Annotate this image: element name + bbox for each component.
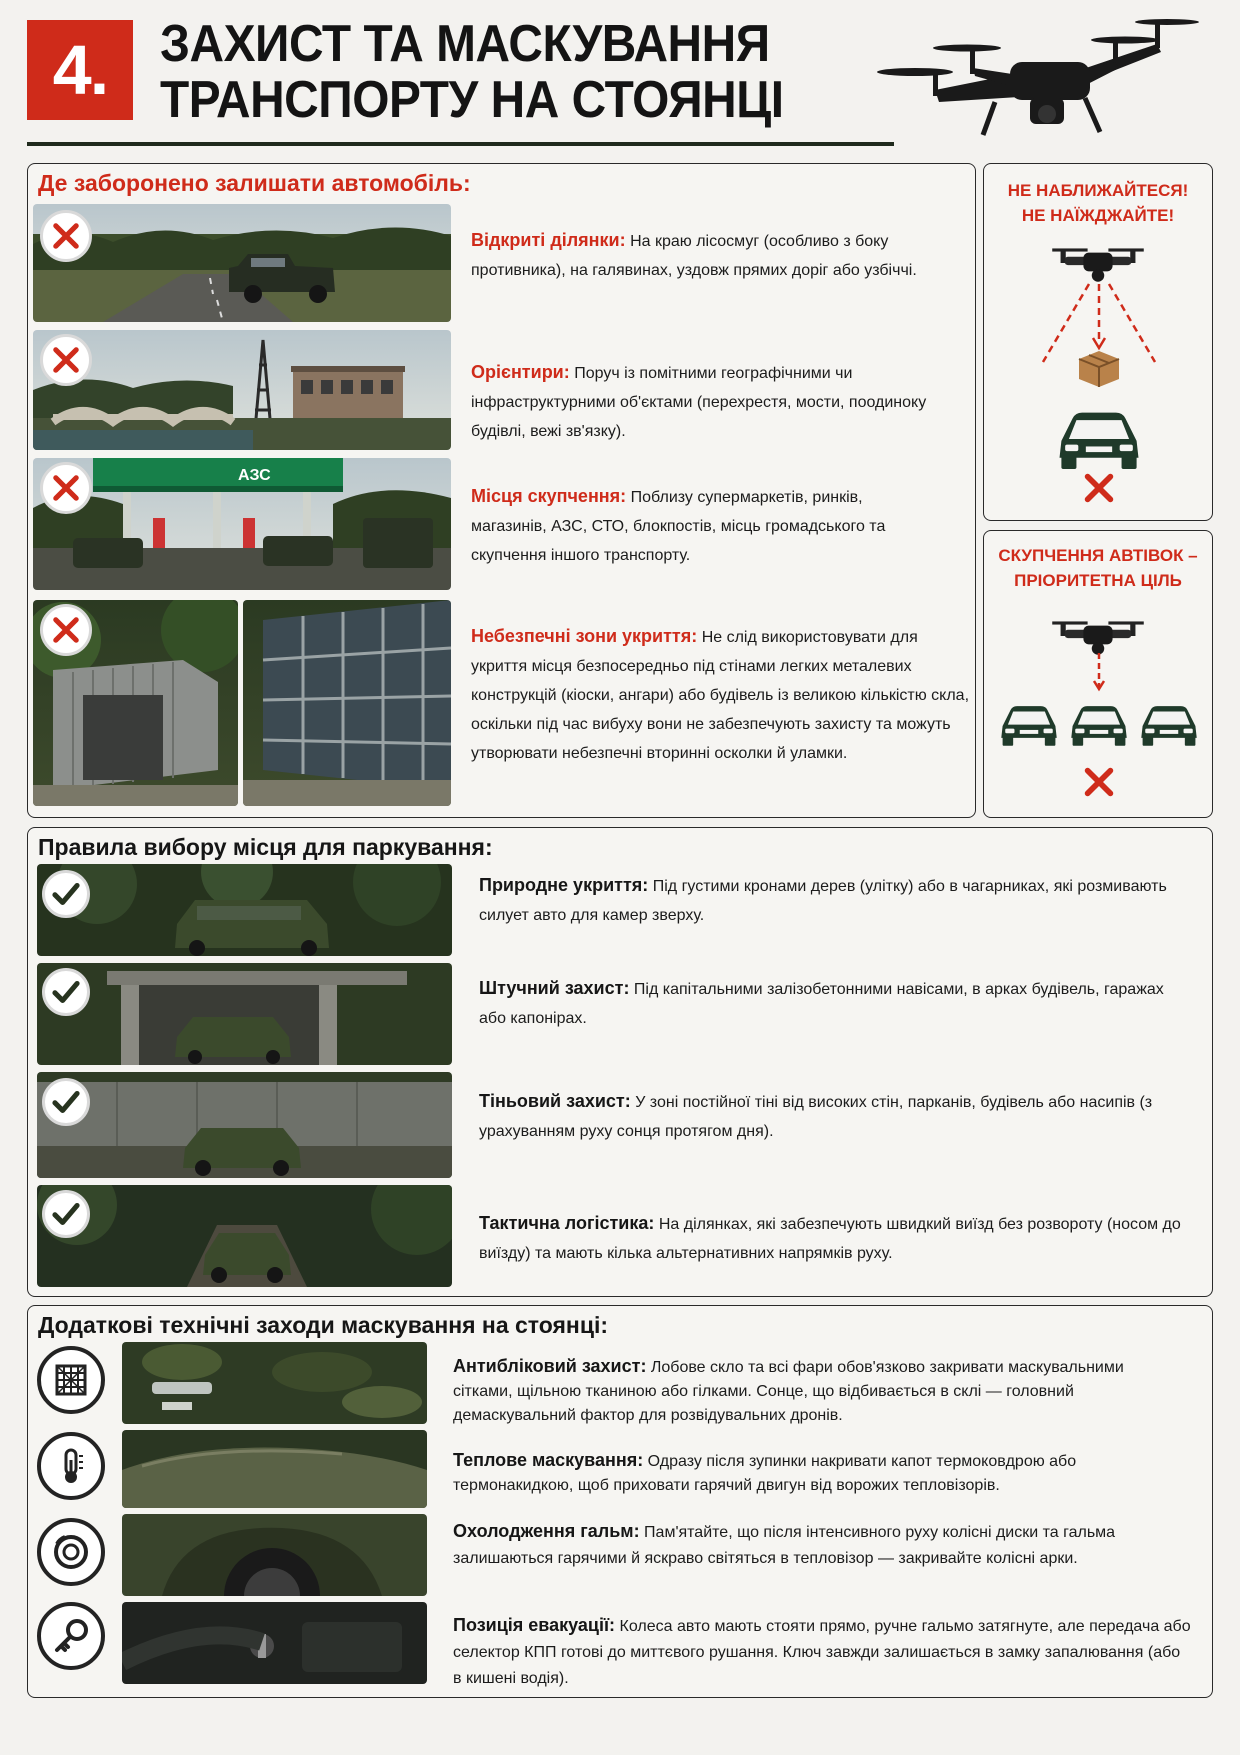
forbidden-item-lead: Небезпечні зони укриття: xyxy=(471,626,698,646)
rule-item-text: Під густими кронами дерев (улітку) або в чагарниках, які розмивають силует авто для камер зверху. xyxy=(479,878,1167,924)
car-icon xyxy=(1052,404,1146,472)
forbidden-item-lead: Місця скупчення: xyxy=(471,486,627,506)
page-title-line-2: ТРАНСПОРТУ НА СТОЯНЦІ xyxy=(160,71,784,129)
warning-title-line-1: НЕ НАБЛИЖАЙТЕСЯ! xyxy=(1007,181,1189,200)
rule-item-text: На ділянках, які забезпечують швидкий виїзд без розвороту (носом до виїзду) та мають кілька альтернативних напрямків руху. xyxy=(479,1216,1181,1262)
gas-station-sign: АЗС xyxy=(238,467,271,484)
forbidden-item-text: На краю лісосмуг (особливо з боку противника), на галявинах, уздовж прямих доріг або узбіччі. xyxy=(471,233,917,279)
forbidden-badge xyxy=(40,334,92,386)
car-icon xyxy=(1066,699,1132,749)
technical-item-text: Лобове скло та всі фари обов'язково закривати маскувальними сітками, щільною тканиною або гілками. Сонце, що відбивається в склі — головний демаскувальний фактор для розвідувальних дронів. xyxy=(453,1359,1124,1424)
gas-station-scene-image xyxy=(33,458,451,590)
rule-item-lead: Штучний захист: xyxy=(479,978,630,998)
technical-title: Додаткові технічні заходи маскування на стоянці: xyxy=(38,1312,609,1338)
section-number: 4. xyxy=(27,20,133,120)
drone-icon xyxy=(1046,242,1150,284)
car-icon xyxy=(996,699,1062,749)
artificial-cover-scene-image xyxy=(37,963,452,1065)
warning-title-line-2: НЕ НАЇЖДЖАЙТЕ! xyxy=(1021,206,1175,225)
page-title xyxy=(160,16,804,128)
natural-cover-scene-image xyxy=(37,864,452,956)
forbidden-title: Де заборонено залишати автомобіль: xyxy=(38,170,471,196)
rule-item-natural-cover xyxy=(479,871,1179,930)
technical-item-text: Одразу після зупинки накривати капот термоковдрою або термонакидкою, щоб приховати гарячий двигун від ворожих тепловізорів. xyxy=(453,1453,1077,1494)
thermometer-icon xyxy=(37,1432,105,1500)
forbidden-item-text: Поруч із помітними географічними чи інфраструктурними об'єктами (перехрестя, мости, поодиноку будівлі, вежі зв'язку). xyxy=(471,365,927,440)
technical-item-lead: Охолодження гальм: xyxy=(453,1521,640,1541)
technical-item-text: Пам'ятайте, що після інтенсивного руху колісні диски та гальма залишаються гарячими й яскраво світяться в тепловізор — закривайте колісні арки. xyxy=(453,1524,1116,1567)
forbidden-badge xyxy=(40,462,92,514)
technical-item-lead: Теплове маскування: xyxy=(453,1450,644,1470)
technical-item-evacuation xyxy=(453,1612,1193,1692)
technical-item-thermal xyxy=(453,1448,1183,1498)
net-icon xyxy=(37,1346,105,1414)
forbidden-item-landmarks xyxy=(471,358,931,446)
technical-item-text: Колеса авто мають стояти прямо, ручне гальмо затягнуте, але передача або селектор КПП готові до миттєвого рушання. Ключ завжди залишається в замку запалювання (або в кишені водія). xyxy=(453,1618,1191,1687)
ignition-dashboard-scene-image xyxy=(122,1602,427,1684)
cross-icon xyxy=(1080,469,1118,507)
car-icon xyxy=(1136,699,1202,749)
forbidden-badge xyxy=(40,604,92,656)
parking-rules-panel xyxy=(27,827,1213,1297)
rule-item-shadow-cover xyxy=(479,1087,1179,1146)
technical-item-lead: Позиція евакуації: xyxy=(453,1615,616,1635)
allowed-badge xyxy=(42,1078,90,1126)
rule-item-text: У зоні постійної тіні від високих стін, парканів, будівель або насипів (з урахуванням руху сонця протягом дня). xyxy=(479,1094,1153,1140)
technical-item-brake-cooling xyxy=(453,1518,1183,1572)
drop-path-line xyxy=(1092,653,1106,693)
camouflaged-windshield-scene-image xyxy=(122,1342,427,1424)
tactical-logistics-scene-image xyxy=(37,1185,452,1287)
glass-building-scene-image xyxy=(243,600,451,806)
rule-item-text: Під капітальними залізобетонними навісами, в арках будівель, гаражах або капонірах. xyxy=(479,981,1164,1027)
drone-icon xyxy=(1046,615,1150,657)
page-title-line-1: ЗАХИСТ ТА МАСКУВАННЯ xyxy=(160,15,770,73)
forbidden-item-text: Поблизу супермаркетів, ринків, магазинів, АЗС, СТО, блокпостів, місць громадського та скупчення іншого транспорту. xyxy=(471,489,886,564)
wheel-arch-scene-image xyxy=(122,1514,427,1596)
thermal-blanket-scene-image xyxy=(122,1430,427,1508)
allowed-badge xyxy=(42,1190,90,1238)
warning-car-cluster-panel xyxy=(983,530,1213,818)
forbidden-item-text: Не слід використовувати для укриття місця безпосередньо під стінами легких металевих конструкцій (кіоски, ангари) або будівель із великою кількістю скла, оскільки під час вибуху вони не забезпечують захисту та можуть утворювати небезпечні вторинні осколки й уламки. xyxy=(471,629,970,762)
shadow-cover-scene-image xyxy=(37,1072,452,1178)
allowed-badge xyxy=(42,870,90,918)
cross-icon xyxy=(1080,763,1118,801)
rules-title: Правила вибору місця для паркування: xyxy=(38,834,493,860)
rule-item-lead: Тактична логістика: xyxy=(479,1213,655,1233)
warning-title-line-2: ПРІОРИТЕТНА ЦІЛЬ xyxy=(1014,571,1182,590)
forbidden-item-open-areas xyxy=(471,226,931,285)
forbidden-item-gathering xyxy=(471,482,931,570)
key-icon xyxy=(37,1602,105,1670)
forbidden-panel xyxy=(27,163,976,818)
forbidden-item-lead: Орієнтири: xyxy=(471,362,570,382)
warning-title xyxy=(984,178,1212,228)
technical-item-lead: Антибліковий захист: xyxy=(453,1356,647,1376)
allowed-badge xyxy=(42,968,90,1016)
rule-item-tactical-logistics xyxy=(479,1209,1199,1268)
landmarks-scene-image xyxy=(33,330,451,450)
warning-do-not-approach-panel xyxy=(983,163,1213,521)
rule-item-lead: Природне укриття: xyxy=(479,875,649,895)
warning-title-line-1: СКУПЧЕННЯ АВТІВОК – xyxy=(998,546,1198,565)
open-area-scene-image xyxy=(33,204,451,322)
package-icon xyxy=(1075,347,1123,387)
technical-item-anti-glare xyxy=(453,1354,1183,1428)
drone-icon xyxy=(875,10,1205,145)
technical-measures-panel xyxy=(27,1305,1213,1698)
forbidden-item-dangerous-shelters xyxy=(471,622,971,768)
rule-item-lead: Тіньовий захист: xyxy=(479,1091,631,1111)
header-divider xyxy=(27,142,894,146)
forbidden-badge xyxy=(40,210,92,262)
warning-title xyxy=(984,543,1212,593)
brake-disc-icon xyxy=(37,1518,105,1586)
rule-item-artificial-cover xyxy=(479,974,1179,1033)
forbidden-item-lead: Відкриті ділянки: xyxy=(471,230,626,250)
